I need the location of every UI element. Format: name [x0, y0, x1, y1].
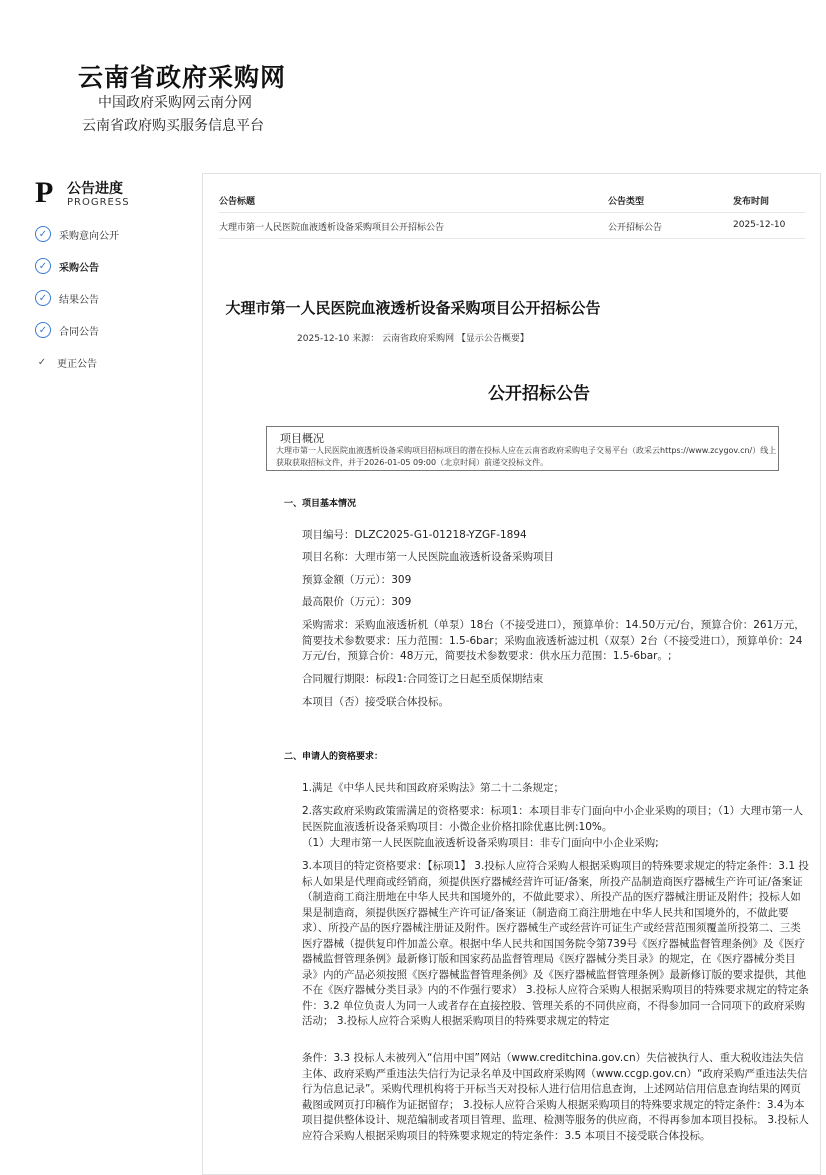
part1-line: 合同履行期限：标段1:合同签订之日起至质保期结束	[302, 673, 544, 685]
site-subtitle-2: 云南省政府购买服务信息平台	[82, 118, 264, 134]
progress-step-intent[interactable]	[35, 224, 175, 244]
part2-line: （1）大理市第一人民医院血液透析设备采购项目：非专门面向中小企业采购;	[302, 837, 659, 849]
site-title: 云南省政府采购网	[78, 63, 287, 92]
check-circle-icon: ✓	[35, 322, 51, 338]
part1-line: 项目编号：DLZC2025-G1-01218-YZGF-1894	[302, 529, 527, 541]
column-header-type: 公告类型	[608, 197, 645, 207]
column-header-date: 发布时间	[733, 197, 770, 207]
progress-subtitle: PROGRESS	[67, 197, 130, 208]
column-header-title: 公告标题	[219, 197, 256, 207]
part2-line: 3.本项目的特定资格要求：【标项1】 3.投标人应符合采购人根据采购项目的特殊要求规定的特定条件：3.1 投标人如果是代理商或经销商，须提供医疗器械经营许可证/备案，所投产品制造商医疗器械生产许可证/备案证（制造商工商注册地在中华人民共和国境外的，不做此要求）、所投产品的医疗器械注册证及附件；投标人如果是制造商，须提供医疗器械生产许可证/备案证（制造商工商注册地在中华人民共和国境外的，不做此要求）、所投产品的医疗器械注册证及附件。医疗器械生产或经营许可证生产或经营范围须覆盖所投第二、三类医疗器械（提供复印件加盖公章。根据中华人民共和国国务院令第739号《医疗器械监督管理条例》及《医疗器械监督管理条例》最新修订版和国家药品监督管理局《医疗器械分类目录》的规定，在《医疗器械分类目录》内的产品必须按照《医疗器械监督管理条例》及《医疗器械监督管理条例》最新修订版的要求提供，其他不在《医疗器械分类目录》内的不作强行要求） 3.投标人应符合采购人根据采购项目的特殊要求规定的特定条件：3.2 单位负责人为同一人或者存在直接控股、管理关系的不同供应商，不得参加同一合同项下的政府采购活动； 3.投标人应符合采购人根据采购项目的特殊要求规定的特定	[302, 860, 809, 1027]
check-icon: ✓	[37, 356, 47, 368]
site-subtitle-1: 中国政府采购网云南分网	[98, 95, 252, 111]
overview-heading: 项目概况	[280, 432, 324, 445]
progress-step-label: 采购意向公开	[59, 230, 119, 242]
progress-step-correction[interactable]	[35, 352, 175, 372]
part2-line: 1.满足《中华人民共和国政府采购法》第二十二条规定；	[302, 782, 565, 794]
part1-line: 本项目（否）接受联合体投标。	[302, 696, 449, 708]
notice-type-cell: 公开招标公告	[608, 223, 663, 233]
progress-step-procurement[interactable]	[35, 256, 175, 276]
progress-title: 公告进度	[67, 181, 123, 197]
part2-line: 2.落实政府采购政策需满足的资格要求：标项1：本项目非专门面向中小企业采购的项目；（1）大理市第一人民医院血液透析设备采购项目：小微企业价格扣除优惠比例:10%。	[302, 805, 804, 833]
progress-letter-icon: P	[35, 176, 54, 209]
progress-step-label: 采购公告	[59, 262, 99, 274]
article-title: 大理市第一人民医院血液透析设备采购项目公开招标公告	[225, 299, 601, 317]
progress-step-label: 结果公告	[59, 294, 99, 306]
part1-heading: 一、项目基本情况	[284, 499, 357, 509]
part2-heading: 二、申请人的资格要求：	[284, 752, 384, 762]
part1-line: 最高限价（万元）：309	[302, 596, 412, 608]
part1-line: 项目名称：大理市第一人民医院血液透析设备采购项目	[302, 551, 554, 563]
notice-title-cell[interactable]: 大理市第一人民医院血液透析设备采购项目公开招标公告	[219, 223, 445, 233]
progress-step-label: 合同公告	[59, 326, 99, 338]
article-meta[interactable]: 2025-12-10 来源： 云南省政府采购网 【显示公告概要】	[297, 334, 529, 344]
notice-date-cell: 2025-12-10	[733, 220, 786, 230]
table-header-row	[219, 186, 805, 213]
overview-box	[266, 426, 779, 471]
part1-line: 采购需求：采购血液透析机（单泵）18台（不接受进口），预算单价：14.50万元/台，预算合价：261万元，简要技术参数要求：压力范围：1.5-6bar；采购血液透析滤过机（双泵）2台（不接受进口），预算单价：24万元/台，预算合价：48万元，简要技术参数要求：供水压力范围：1.5-6bar。;	[302, 619, 805, 662]
section-title: 公开招标公告	[488, 384, 590, 404]
table-row[interactable]	[219, 212, 805, 239]
overview-text: 大理市第一人民医院血液透析设备采购项目招标项目的潜在投标人应在云南省政府采购电子交易平台（政采云https://www.zcygov.cn/）线上获取获取招标文件，并于2026-01-05 09:00（北京时间）前递交投标文件。	[276, 446, 777, 467]
check-circle-icon: ✓	[35, 258, 51, 274]
check-circle-icon: ✓	[35, 290, 51, 306]
check-circle-icon: ✓	[35, 226, 51, 242]
part1-line: 预算金额（万元）：309	[302, 574, 412, 586]
part2-line: 条件：3.3 投标人未被列入“信用中国”网站（www.creditchina.gov.cn）失信被执行人、重大税收违法失信主体、政府采购严重违法失信行为记录名单及中国政府采购网（www.ccgp.gov.cn）“政府采购严重违法失信行为信息记录”。采购代理机构将于开标当天对投标人进行信用信息查询，上述网站信用信息查询结果的网页截图或网页打印稿作为证据留存； 3.投标人应符合采购人根据采购项目的特殊要求规定的特定条件：3.4为本项目提供整体设计、规范编制或者项目管理、监理、检测等服务的供应商，不得再参加本项目投标。 3.投标人应符合采购人根据采购项目的特殊要求规定的特定条件：3.5 本项目不接受联合体投标。	[302, 1052, 809, 1142]
progress-step-label: 更正公告	[57, 358, 97, 370]
